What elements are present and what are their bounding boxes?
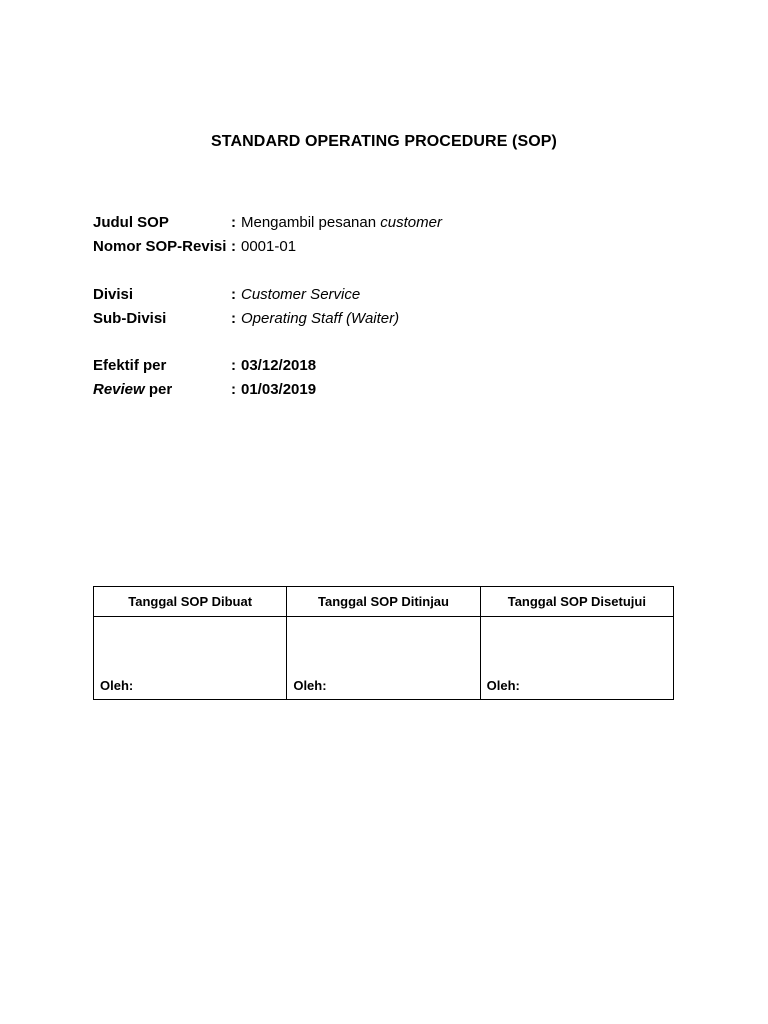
- sop-meta-group-1: [93, 211, 653, 259]
- approval-table-row: [94, 617, 674, 700]
- meta-colon: :: [231, 357, 236, 374]
- oleh-label: Oleh:: [100, 678, 134, 693]
- header-tanggal-disetujui: Tanggal SOP Disetujui: [480, 587, 673, 617]
- meta-colon: :: [231, 381, 236, 398]
- meta-row-sub-divisi: [93, 307, 653, 331]
- oleh-label: Oleh:: [486, 678, 520, 693]
- approval-table-header-row: [94, 587, 674, 617]
- oleh-label: Oleh:: [293, 678, 327, 693]
- meta-value-judul-italic: customer: [380, 214, 442, 231]
- meta-row-efektif: [93, 354, 653, 378]
- meta-row-review: [93, 378, 653, 402]
- meta-row-nomor: [93, 235, 653, 259]
- meta-label-review-italic: Review: [93, 381, 145, 398]
- meta-colon: :: [231, 214, 236, 231]
- cell-dibuat: [94, 617, 287, 700]
- meta-value-sub-divisi: Operating Staff (Waiter): [241, 310, 400, 327]
- header-tanggal-ditinjau: Tanggal SOP Ditinjau: [287, 587, 480, 617]
- cell-ditinjau: [287, 617, 480, 700]
- meta-row-judul: [93, 211, 653, 235]
- cell-disetujui: [480, 617, 673, 700]
- meta-value-judul: [241, 211, 442, 235]
- meta-colon: :: [231, 286, 236, 303]
- sop-meta-group-2: [93, 283, 653, 331]
- meta-value-judul-main: Mengambil pesanan: [241, 214, 381, 231]
- meta-label-divisi: Divisi: [93, 286, 134, 303]
- meta-label-sub-divisi: Sub-Divisi: [93, 310, 167, 327]
- approval-table: [93, 586, 674, 700]
- meta-value-nomor: 0001-01: [241, 238, 297, 255]
- meta-colon: :: [231, 238, 236, 255]
- meta-label-judul: Judul SOP: [93, 214, 169, 231]
- sop-meta-group-3: [93, 354, 653, 402]
- page-title: STANDARD OPERATING PROCEDURE (SOP): [211, 133, 557, 150]
- meta-row-divisi: [93, 283, 653, 307]
- meta-colon: :: [231, 310, 236, 327]
- header-tanggal-dibuat: Tanggal SOP Dibuat: [94, 587, 287, 617]
- meta-value-efektif: 03/12/2018: [241, 357, 317, 374]
- meta-label-review-rest: per: [144, 381, 173, 398]
- meta-value-review: 01/03/2019: [241, 381, 317, 398]
- meta-label-nomor: Nomor SOP-Revisi: [93, 238, 227, 255]
- meta-label-efektif: Efektif per: [93, 357, 167, 374]
- meta-value-divisi: Customer Service: [241, 286, 361, 303]
- meta-label-review: [93, 378, 172, 402]
